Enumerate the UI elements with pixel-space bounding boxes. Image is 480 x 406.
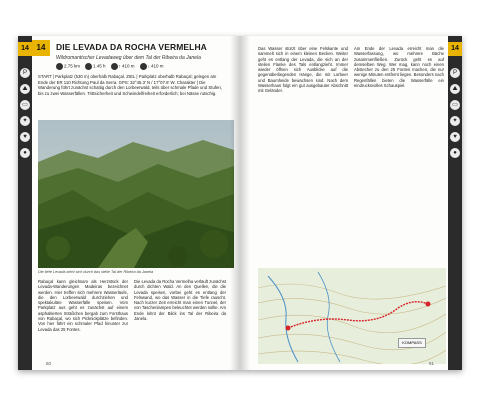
hiker-icon: ⛰ <box>450 84 460 94</box>
route-map <box>258 268 446 364</box>
food-icon: ✦ <box>450 116 460 126</box>
right-sidebar-icons <box>448 68 462 164</box>
stat-distance-value: 2.75 km <box>64 63 81 69</box>
left-section-tab: 14 <box>18 42 32 56</box>
hiker-icon: ⛰ <box>20 84 30 94</box>
landscape-photo <box>38 120 234 268</box>
left-page-number: 50 <box>46 361 52 366</box>
water-icon: ● <box>450 148 460 158</box>
stat-ascent-value: ↑ 410 m <box>118 63 135 69</box>
tour-title: DIE LEVADA DA ROCHA VERMELHA <box>56 42 207 52</box>
right-section-tab: 14 <box>448 42 462 56</box>
parking-icon: P <box>450 68 460 78</box>
distance-icon <box>56 63 63 70</box>
tour-intro: START | Parkplatz (530 m) oberhalb Rabaçal. ZIEL | Parkplatz oberhalb Rabaçal; gelegen am Ende der ER 110 Richtung Paul da Serra. GPS: 32°45.3' N / 17°07.6' W. Charakter | Die Wanderung führt zunächst schattig durch den Lorbeerwald, teils über schmale Pfade und Stufen, bis zu zwei Wasserfällen. Trittsicherheit und Schwindelfreiheit erforderlich; bei Nässe rutschig. <box>38 74 223 96</box>
right-body-column-1: Das Wasser stürzt über eine Felskante und sammelt sich in einem kleinen Becken. Weiter geht es entlang der Levada, die sich an der steilen Flanke des Tals entlangzieht. Immer wieder öffnen sich Ausblicke auf die gegenüberliegenden Hänge, die mit Lorbeer und Baumheide bewachsen sind. Nach dem Wasserhaus folgt ein gut ausgebauter Abschnitt mit Geländer. <box>258 46 348 94</box>
left-page <box>18 36 240 370</box>
bus-icon: ▭ <box>20 100 30 110</box>
water-icon: ● <box>20 148 30 158</box>
open-book <box>18 36 462 370</box>
clock-icon <box>85 63 92 70</box>
left-body-column-2: Die Levada da Rocha Vermelha verläuft zunächst durch dichten Wald. An den Quellen, die die Levada speisen, vorbei geht es entlang der Felswand, wo das Wasser in die Tiefe rauscht. Nach kurzer Zeit erreicht man einen Tunnel, der von Taschenlampen beleuchtet werden sollte. Am Ende lohnt der Blick ins Tal der Ribeira da Janela. <box>134 279 226 322</box>
left-sidebar-icons <box>18 68 32 164</box>
left-body-column-1: Rabaçal kann gleichsam als Herzstück der Levada-Wanderungen Madeiras bezeichnet werden. Hier treffen sich mehrere Wasserläufe, die den Lorbeerwald durchziehen und spektakuläre Wasserfälle speisen. Vom Parkplatz aus geht es zunächst auf einem asphaltierten Sträßchen bergab zum Forsthaus von Rabaçal, wo sich Picknickplätze befinden. Von hier führt ein schmaler Pfad hinunter zur Levada das 25 Fontes. <box>38 279 128 332</box>
family-icon: ♥ <box>20 132 30 142</box>
bus-icon: ▭ <box>450 100 460 110</box>
map-publisher-logo: KOMPASS <box>398 338 426 348</box>
tour-subtitle: Wildromantischer Levadaweg über dem Tal der Ribeira da Janela <box>56 55 201 61</box>
ascent-icon <box>111 63 118 70</box>
parking-icon: P <box>20 68 30 78</box>
right-body-column-2: Am Ende der Levada erreicht man die Wasserfassung, wo mehrere Bäche zusammenfließen. Zurück geht es auf demselben Weg. Wer mag, kann noch einen Abstecher zu den 25 Fontes machen, die nur wenige Minuten entfernt liegen. Besonders nach Regenfällen bieten die Wasserfälle ein eindrucksvolles Schauspiel. <box>354 46 444 89</box>
right-page-number: 51 <box>428 361 434 366</box>
mountain-valley-image <box>38 120 234 268</box>
family-icon: ♥ <box>450 132 460 142</box>
stat-descent-value: ↓ 410 m <box>147 63 164 69</box>
tour-stats <box>56 63 232 70</box>
topographic-map <box>258 268 446 364</box>
food-icon: ✦ <box>20 116 30 126</box>
stat-ascent <box>111 63 135 70</box>
stat-descent <box>140 63 164 70</box>
tour-number-badge: 14 <box>32 40 50 56</box>
stat-distance <box>56 63 80 70</box>
book-gutter <box>230 36 250 370</box>
descent-icon <box>140 63 147 70</box>
stat-duration <box>85 63 106 70</box>
photo-caption: Die tiefe Levada zieht sich durch das steile Tal der Ribeira da Janela <box>38 270 154 274</box>
stat-duration-value: 1.45 h <box>93 63 106 69</box>
right-page <box>240 36 462 370</box>
